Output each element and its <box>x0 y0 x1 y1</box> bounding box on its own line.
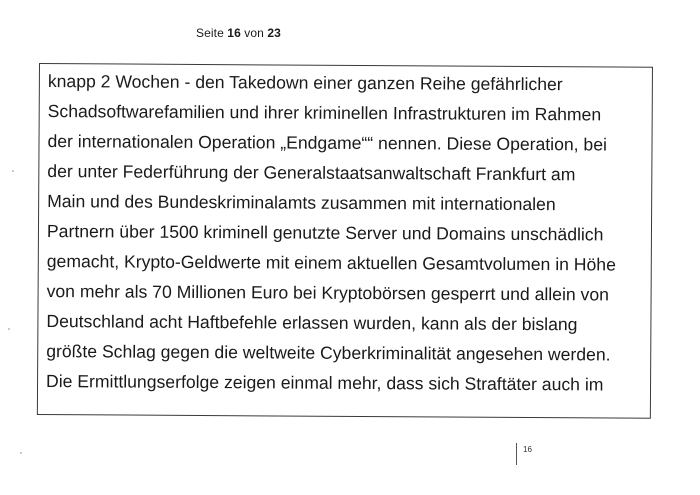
text-line: Partnern über 1500 kriminell genutzte Server und Domains unschädlich <box>46 221 604 245</box>
total-pages-number: 23 <box>267 26 281 40</box>
scan-speck <box>20 452 22 454</box>
text-line: von mehr als 70 Millionen Euro bei Kryptobörsen gesperrt und allein von <box>46 281 610 305</box>
text-line: größte Schlag gegen die weltweite Cyberkriminalität angesehen werden. <box>46 341 611 365</box>
text-line: Main und des Bundeskriminalamts zusammen mit internationalen <box>47 191 556 215</box>
text-line: der unter Federführung der Generalstaatsanwaltschaft Frankfurt am <box>47 161 576 185</box>
quoted-text-box <box>37 63 653 419</box>
scan-speck <box>8 328 10 330</box>
text-line: Die Ermittlungserfolge zeigen einmal mehr, dass sich Straftäter auch im <box>45 371 604 395</box>
text-line: knapp 2 Wochen - den Takedown einer ganzen Reihe gefährlicher <box>47 71 563 95</box>
page-header <box>196 26 281 40</box>
page-label: Seite <box>196 26 224 40</box>
scan-speck <box>12 170 14 172</box>
page-separator: von <box>244 26 264 40</box>
text-line: Deutschland acht Haftbefehle erlassen wurden, kann als der bislang <box>46 311 578 335</box>
text-line: Schadsoftwarefamilien und ihrer kriminellen Infrastrukturen im Rahmen <box>47 101 602 125</box>
text-line: der internationalen Operation „Endgame““ nennen. Diese Operation, bei <box>47 131 608 155</box>
text-lines <box>46 66 617 399</box>
folio-number: 16 <box>516 443 532 465</box>
current-page-number: 16 <box>227 26 241 40</box>
text-line: gemacht, Krypto-Geldwerte mit einem aktuellen Gesamtvolumen in Höhe <box>46 251 616 275</box>
